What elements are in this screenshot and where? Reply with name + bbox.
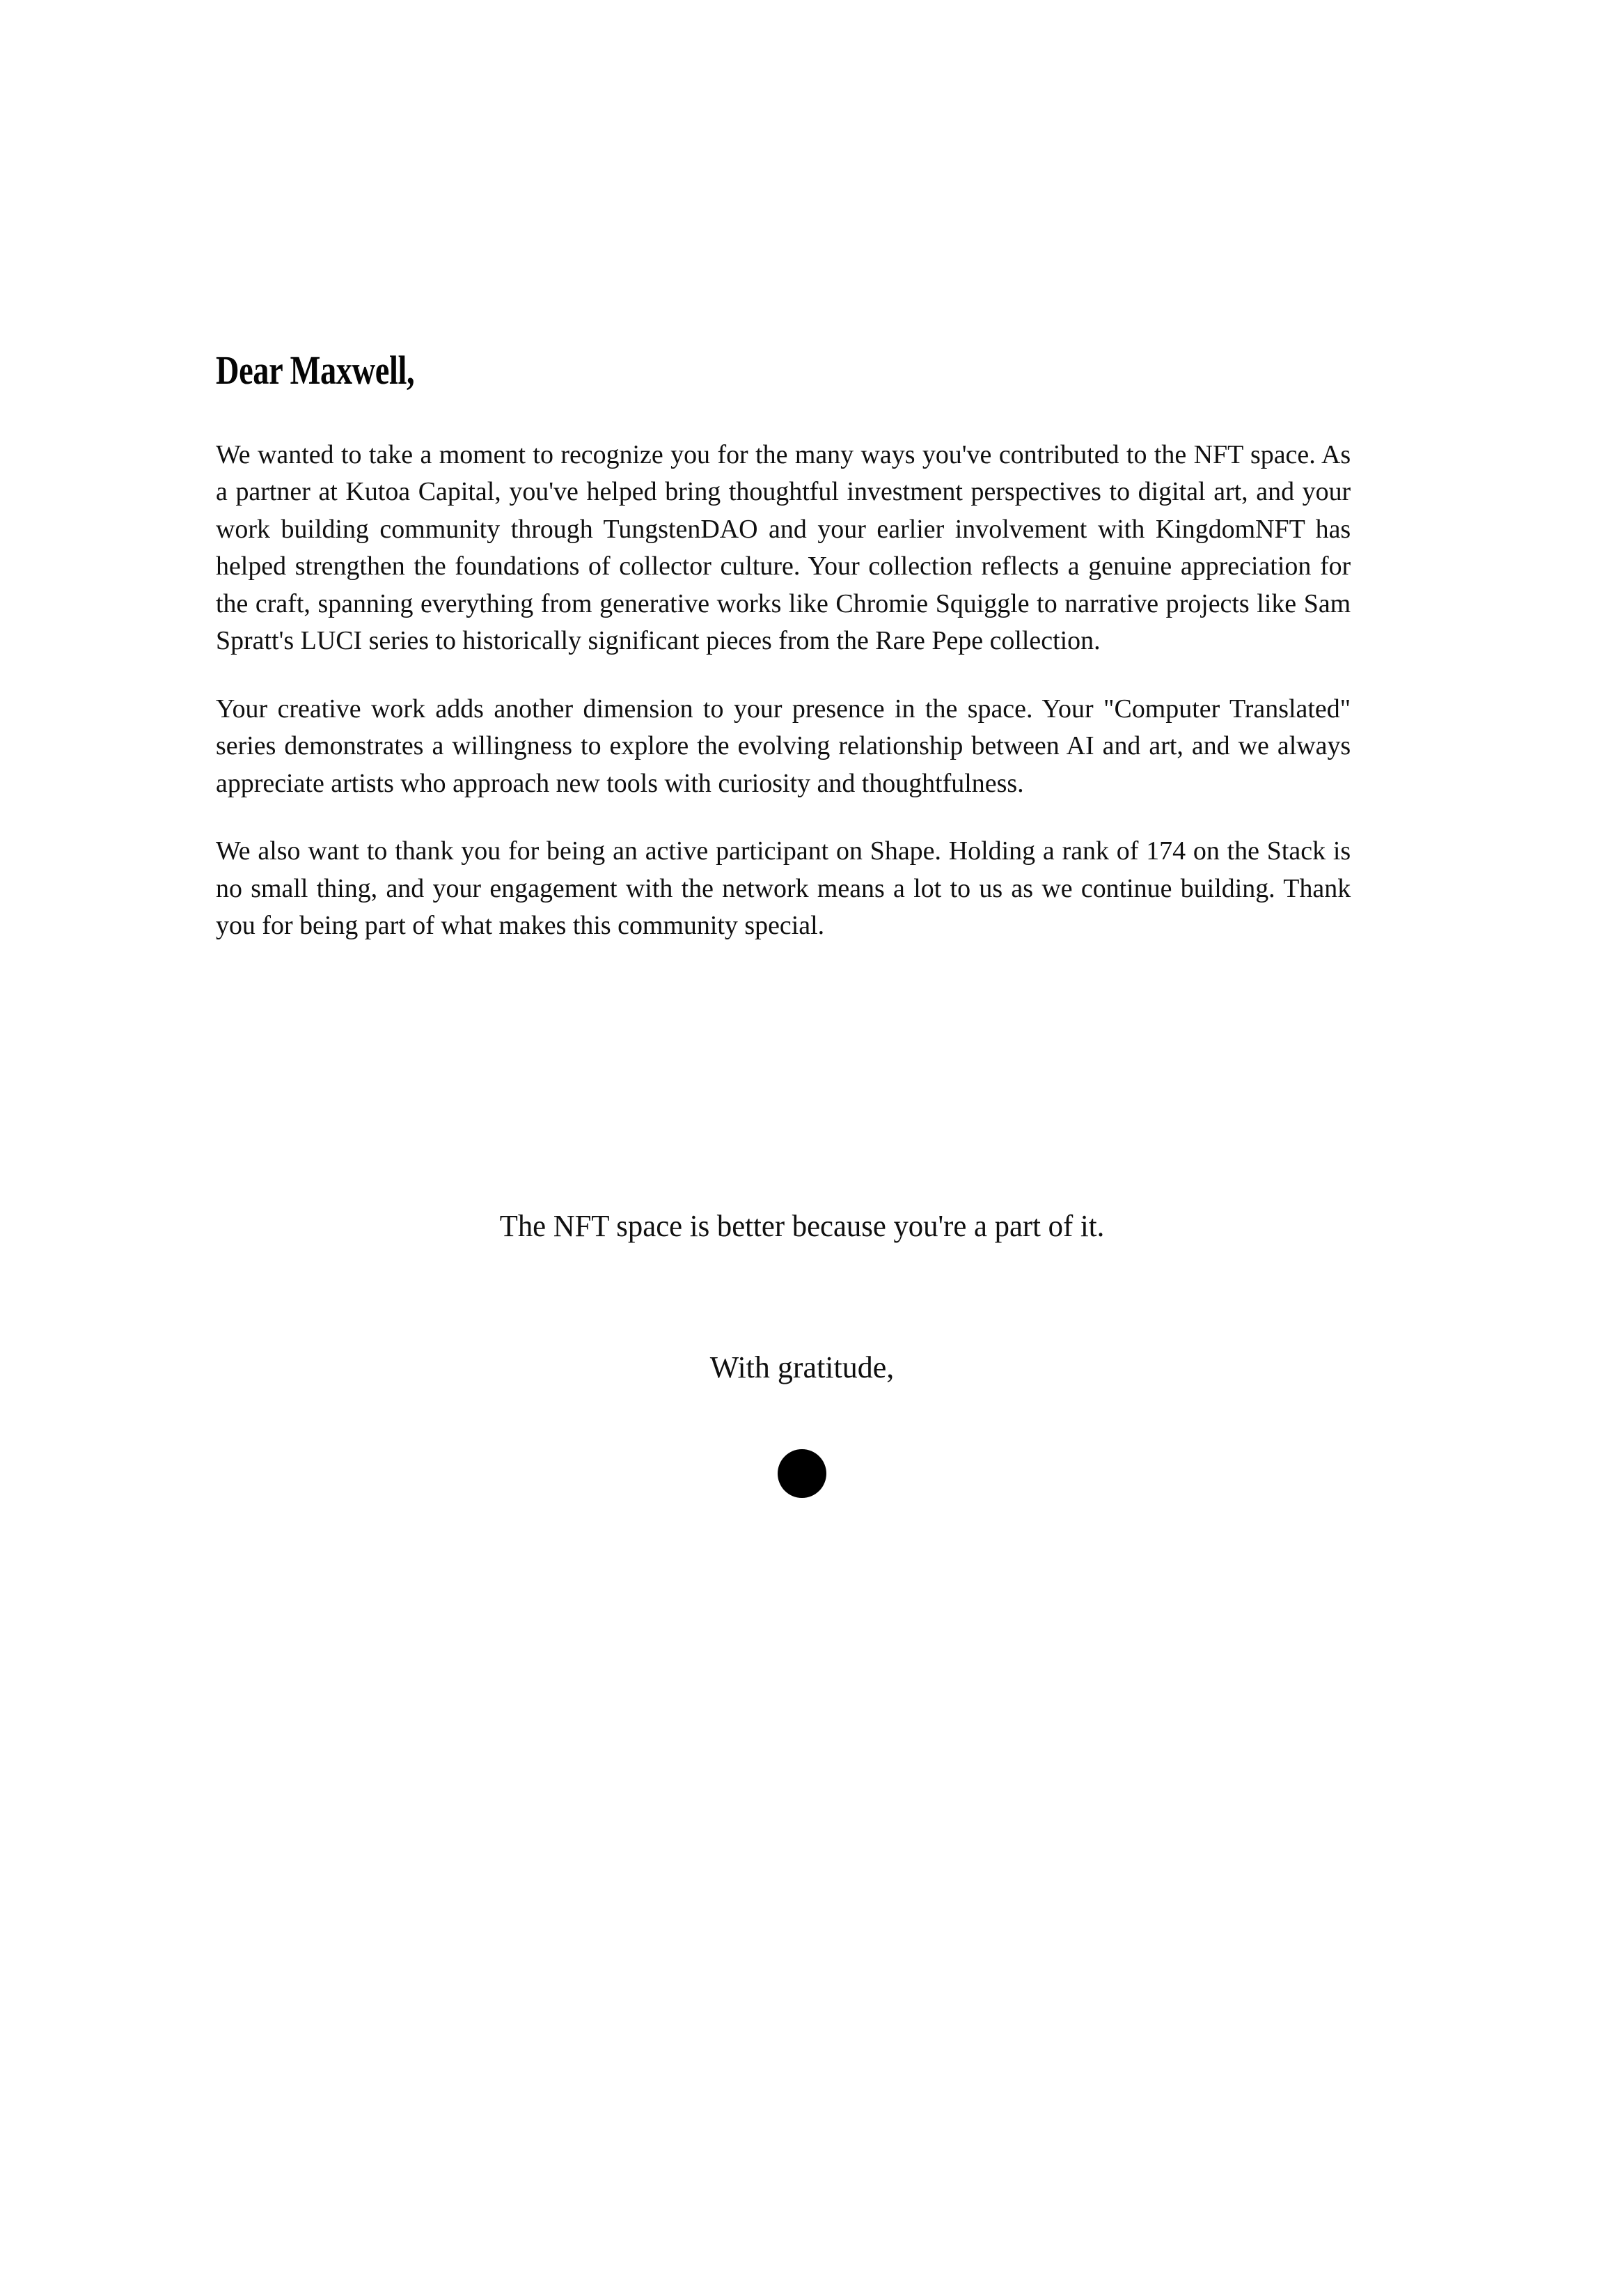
signature-logo-area [0, 1449, 1604, 1498]
closing-block [0, 1208, 1604, 1387]
paragraph-participation: We also want to thank you for being an active participant on Shape. Holding a rank of 174 on the Stack is no small thing, and your engagement with the network means a lot to us as we continue building. Thank you for being part of what makes this community special. [216, 836, 1351, 941]
paragraph-recognition: We wanted to take a moment to recognize you for the many ways you've contributed to the NFT space. As a partner at Kutoa Capital, you've helped bring thoughtful investment perspectives to digital art, and your work building community through TungstenDAO and your earlier involvement with KingdomNFT has helped strengthen the foundations of collector culture. Your collection reflects a genuine appreciation for the craft, spanning everything from generative works like Chromie Squiggle to narrative projects like Sam Spratt's LUCI series to historically significant pieces from the Rare Pepe collection. [216, 439, 1351, 656]
paragraph-creative-work: Your creative work adds another dimension to your presence in the space. Your "Computer Translated" series demonstrates a willingness to explore the evolving relationship between AI and art, and we always appreciate artists who approach new tools with curiosity and thoughtfulness. [216, 694, 1351, 798]
circle-logo-icon [778, 1449, 826, 1498]
letter-content [216, 348, 1368, 945]
salutation-heading: Dear Maxwell, [216, 347, 415, 393]
closing-signoff: With gratitude, [709, 1350, 895, 1384]
closing-tagline: The NFT space is better because you're a part of it. [499, 1209, 1105, 1243]
